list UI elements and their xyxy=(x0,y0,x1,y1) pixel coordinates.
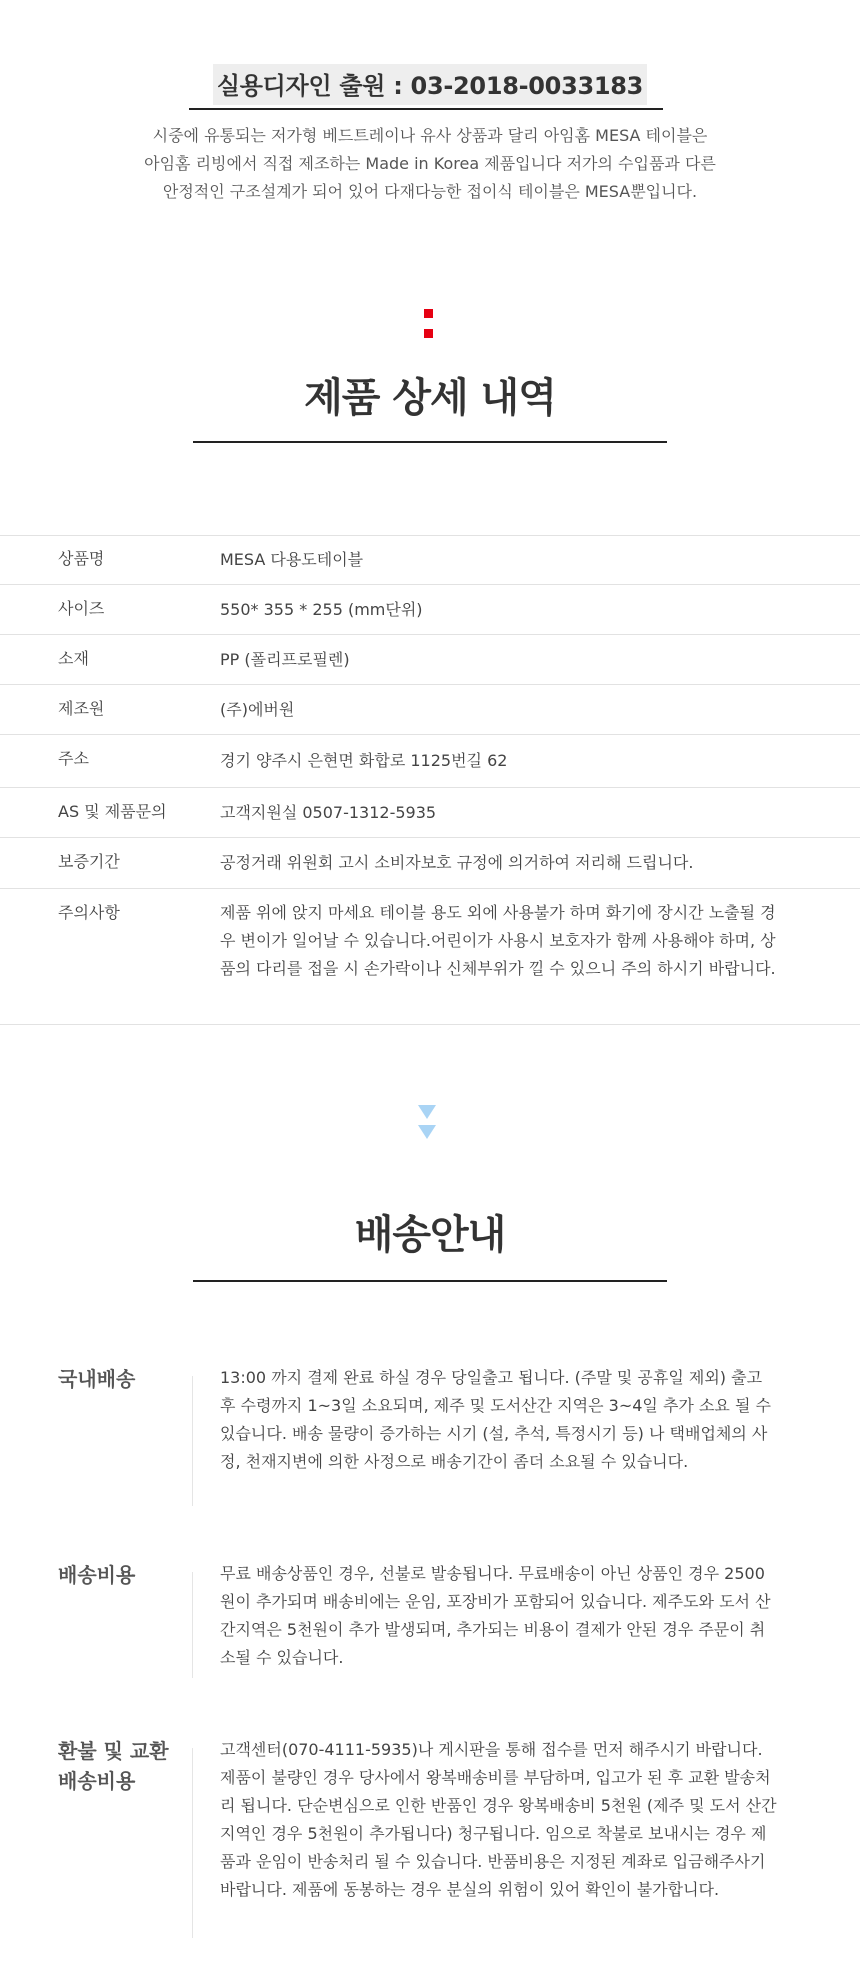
spec-value: 고객지원실 0507-1312-5935 xyxy=(220,803,437,822)
table-row xyxy=(0,535,860,584)
spec-value: 공정거래 위원회 고시 소비자보호 규정에 의거하여 저리해 드립니다. xyxy=(220,853,694,872)
spec-label: 주소 xyxy=(58,749,89,768)
section-label: 국내배송 xyxy=(58,1367,136,1391)
table-row xyxy=(0,837,860,888)
product-detail-title: 제품 상세 내역 xyxy=(304,375,556,421)
spec-value: 경기 양주시 은현면 화합로 1125번길 62 xyxy=(220,751,508,770)
table-row xyxy=(0,734,860,787)
spec-label: 상품명 xyxy=(58,549,105,568)
section-label: 배송비용 xyxy=(58,1563,136,1587)
table-row xyxy=(0,787,860,837)
intro-text xyxy=(80,122,780,206)
section-text: 무료 배송상품인 경우, 선불로 발송됩니다. 무료배송이 아닌 상품인 경우 2500원이 추가되며 배송비에는 운임, 포장비가 포함되어 있습니다. 제주도와 도서 산간지역은 5천원이 추가 발생되며, 추가되는 비용이 결제가 안된 경우 주문이 취소될 수 있습니다. xyxy=(220,1564,771,1667)
table-row xyxy=(0,888,860,1025)
shipping-underline xyxy=(193,1280,667,1282)
section-text: 13:00 까지 결제 완료 하실 경우 당일출고 됩니다. (주말 및 공휴일 제외) 출고 후 수령까지 1~3일 소요되며, 제주 및 도서산간 지역은 3~4일 추가 소요 될 수 있습니다. 배송 물량이 증가하는 시기 (설, 추석, 특정시기 등) 나 택배업체의 사정, 천재지변에 의한 사정으로 배송기간이 좀더 소요될 수 있습니다. xyxy=(220,1368,771,1471)
spec-value: PP (폴리프로필렌) xyxy=(220,650,350,669)
spec-value: 제품 위에 앉지 마세요 테이블 용도 외에 사용불가 하며 화기에 장시간 노출될 경우 변이가 일어날 수 있습니다.어린이가 사용시 보호자가 함께 사용해야 하며, 상품의 다리를 접을 시 손가락이나 신체부위가 낄 수 있으니 주의 하시기 바랍니다. xyxy=(220,903,776,978)
section-text: 고객센터(070-4111-5935)나 게시판을 통해 접수를 먼저 해주시기 바랍니다. 제품이 불량인 경우 당사에서 왕복배송비를 부담하며, 입고가 된 후 교환 발송처리 됩니다. 단순변심으로 인한 반품인 경우 왕복배송비 5천원 (제주 및 도서 산간 지역인 경우 5천원이 추가됩니다) 청구됩니다. 임으로 착불로 보내시는 경우 제품과 운임이 반송처리 될 수 있습니다. 반품비용은 지정된 계좌로 입금해주사기 바랍니다. 제품에 동봉하는 경우 분실의 위험이 있어 확인이 불가합니다. xyxy=(220,1740,777,1899)
patent-header xyxy=(0,64,860,105)
table-row xyxy=(0,684,860,734)
red-colon-icon xyxy=(424,309,434,339)
spec-label: 제조원 xyxy=(58,699,105,718)
divider xyxy=(192,1376,193,1506)
spec-label: 주의사항 xyxy=(58,903,120,922)
patent-underline xyxy=(189,108,663,110)
intro-line-3: 안정적인 구조설계가 되어 있어 다재다능한 접이식 테이블은 MESA뿐입니다. xyxy=(162,182,698,201)
spec-label: AS 및 제품문의 xyxy=(58,802,167,821)
intro-line-1: 시중에 유통되는 저가형 베드트레이나 유사 상품과 달리 아임홈 MESA 테이블은 xyxy=(152,126,708,145)
divider xyxy=(192,1748,193,1938)
scroll-down-arrows-icon xyxy=(418,1105,438,1145)
shipping-title: 배송안내 xyxy=(354,1212,506,1258)
spec-table xyxy=(0,535,860,1025)
spec-value: (주)에버원 xyxy=(220,700,295,719)
table-row xyxy=(0,584,860,634)
divider xyxy=(192,1572,193,1678)
patent-title: 실용디자인 출원 : 03-2018-0033183 xyxy=(213,64,647,105)
spec-label: 소재 xyxy=(58,649,89,668)
table-row xyxy=(0,634,860,684)
spec-label: 사이즈 xyxy=(58,599,105,618)
section-label: 환불 및 교환 배송비용 xyxy=(58,1739,169,1793)
intro-line-2: 아임홈 리빙에서 직접 제조하는 Made in Korea 제품입니다 저가의 수입품과 다른 xyxy=(144,154,716,173)
spec-value: 550* 355 * 255 (mm단위) xyxy=(220,600,423,619)
spec-value: MESA 다용도테이블 xyxy=(220,550,364,569)
product-detail-underline xyxy=(193,441,667,443)
spec-label: 보증기간 xyxy=(58,852,120,871)
